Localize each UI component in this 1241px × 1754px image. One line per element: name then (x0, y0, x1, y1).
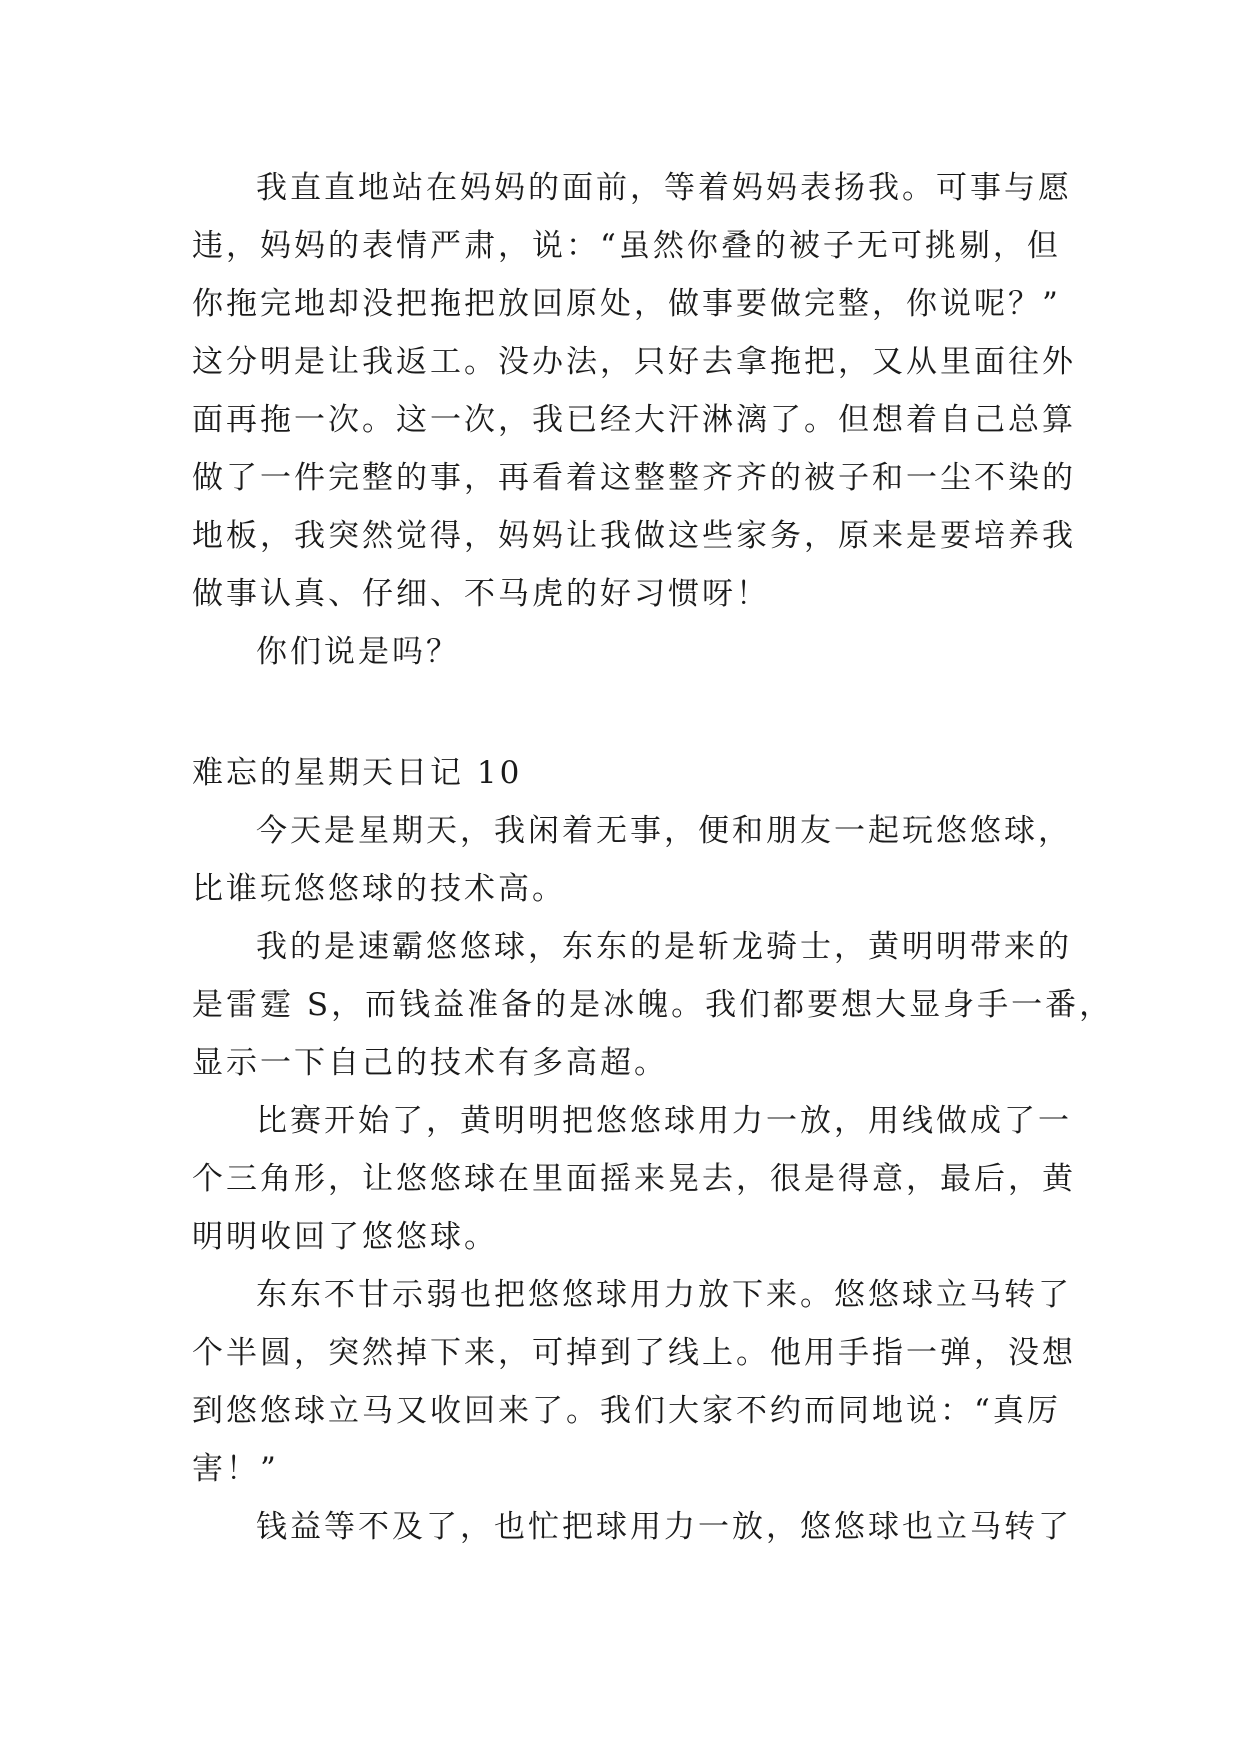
paragraph-line: 是雷霆 S，而钱益准备的是冰魄。我们都要想大显身手一番， (192, 987, 1114, 1023)
paragraph-line: 到悠悠球立马又收回来了。我们大家不约而同地说：“真厉 (192, 1393, 1061, 1429)
paragraph-line: 比谁玩悠悠球的技术高。 (192, 871, 566, 907)
paragraph-line: 地板，我突然觉得，妈妈让我做这些家务，原来是要培养我 (192, 518, 1076, 554)
paragraph-line: 我直直地站在妈妈的面前，等着妈妈表扬我。可事与愿 (256, 170, 1072, 206)
paragraph-line: 明明收回了悠悠球。 (192, 1219, 498, 1255)
paragraph-line: 我的是速霸悠悠球，东东的是斩龙骑士，黄明明带来的 (256, 929, 1072, 965)
paragraph-line: 面再拖一次。这一次，我已经大汗淋漓了。但想着自己总算 (192, 402, 1076, 438)
paragraph-line: 个半圆，突然掉下来，可掉到了线上。他用手指一弹，没想 (192, 1335, 1076, 1371)
paragraph-line: 个三角形，让悠悠球在里面摇来晃去，很是得意，最后，黄 (192, 1161, 1076, 1197)
paragraph-line: 钱益等不及了，也忙把球用力一放，悠悠球也立马转了 (256, 1509, 1072, 1545)
paragraph-line: 你们说是吗？ (256, 634, 460, 670)
paragraph-line: 显示一下自己的技术有多高超。 (192, 1045, 668, 1081)
paragraph-line: 这分明是让我返工。没办法，只好去拿拖把，又从里面往外 (192, 344, 1076, 380)
paragraph-line: 做了一件完整的事，再看着这整整齐齐的被子和一尘不染的 (192, 460, 1076, 496)
paragraph-line: 违，妈妈的表情严肃，说：“虽然你叠的被子无可挑剔，但 (192, 228, 1061, 264)
section-title: 难忘的星期天日记 10 (192, 755, 523, 791)
paragraph-line: 你拖完地却没把拖把放回原处，做事要做完整，你说呢？” (192, 286, 1061, 322)
paragraph-line: 害！” (192, 1451, 279, 1487)
paragraph-line: 今天是星期天，我闲着无事，便和朋友一起玩悠悠球， (256, 813, 1072, 849)
paragraph-line: 比赛开始了，黄明明把悠悠球用力一放，用线做成了一 (256, 1103, 1072, 1139)
paragraph-line: 做事认真、仔细、不马虎的好习惯呀！ (192, 576, 770, 612)
paragraph-line: 东东不甘示弱也把悠悠球用力放下来。悠悠球立马转了 (256, 1277, 1072, 1313)
